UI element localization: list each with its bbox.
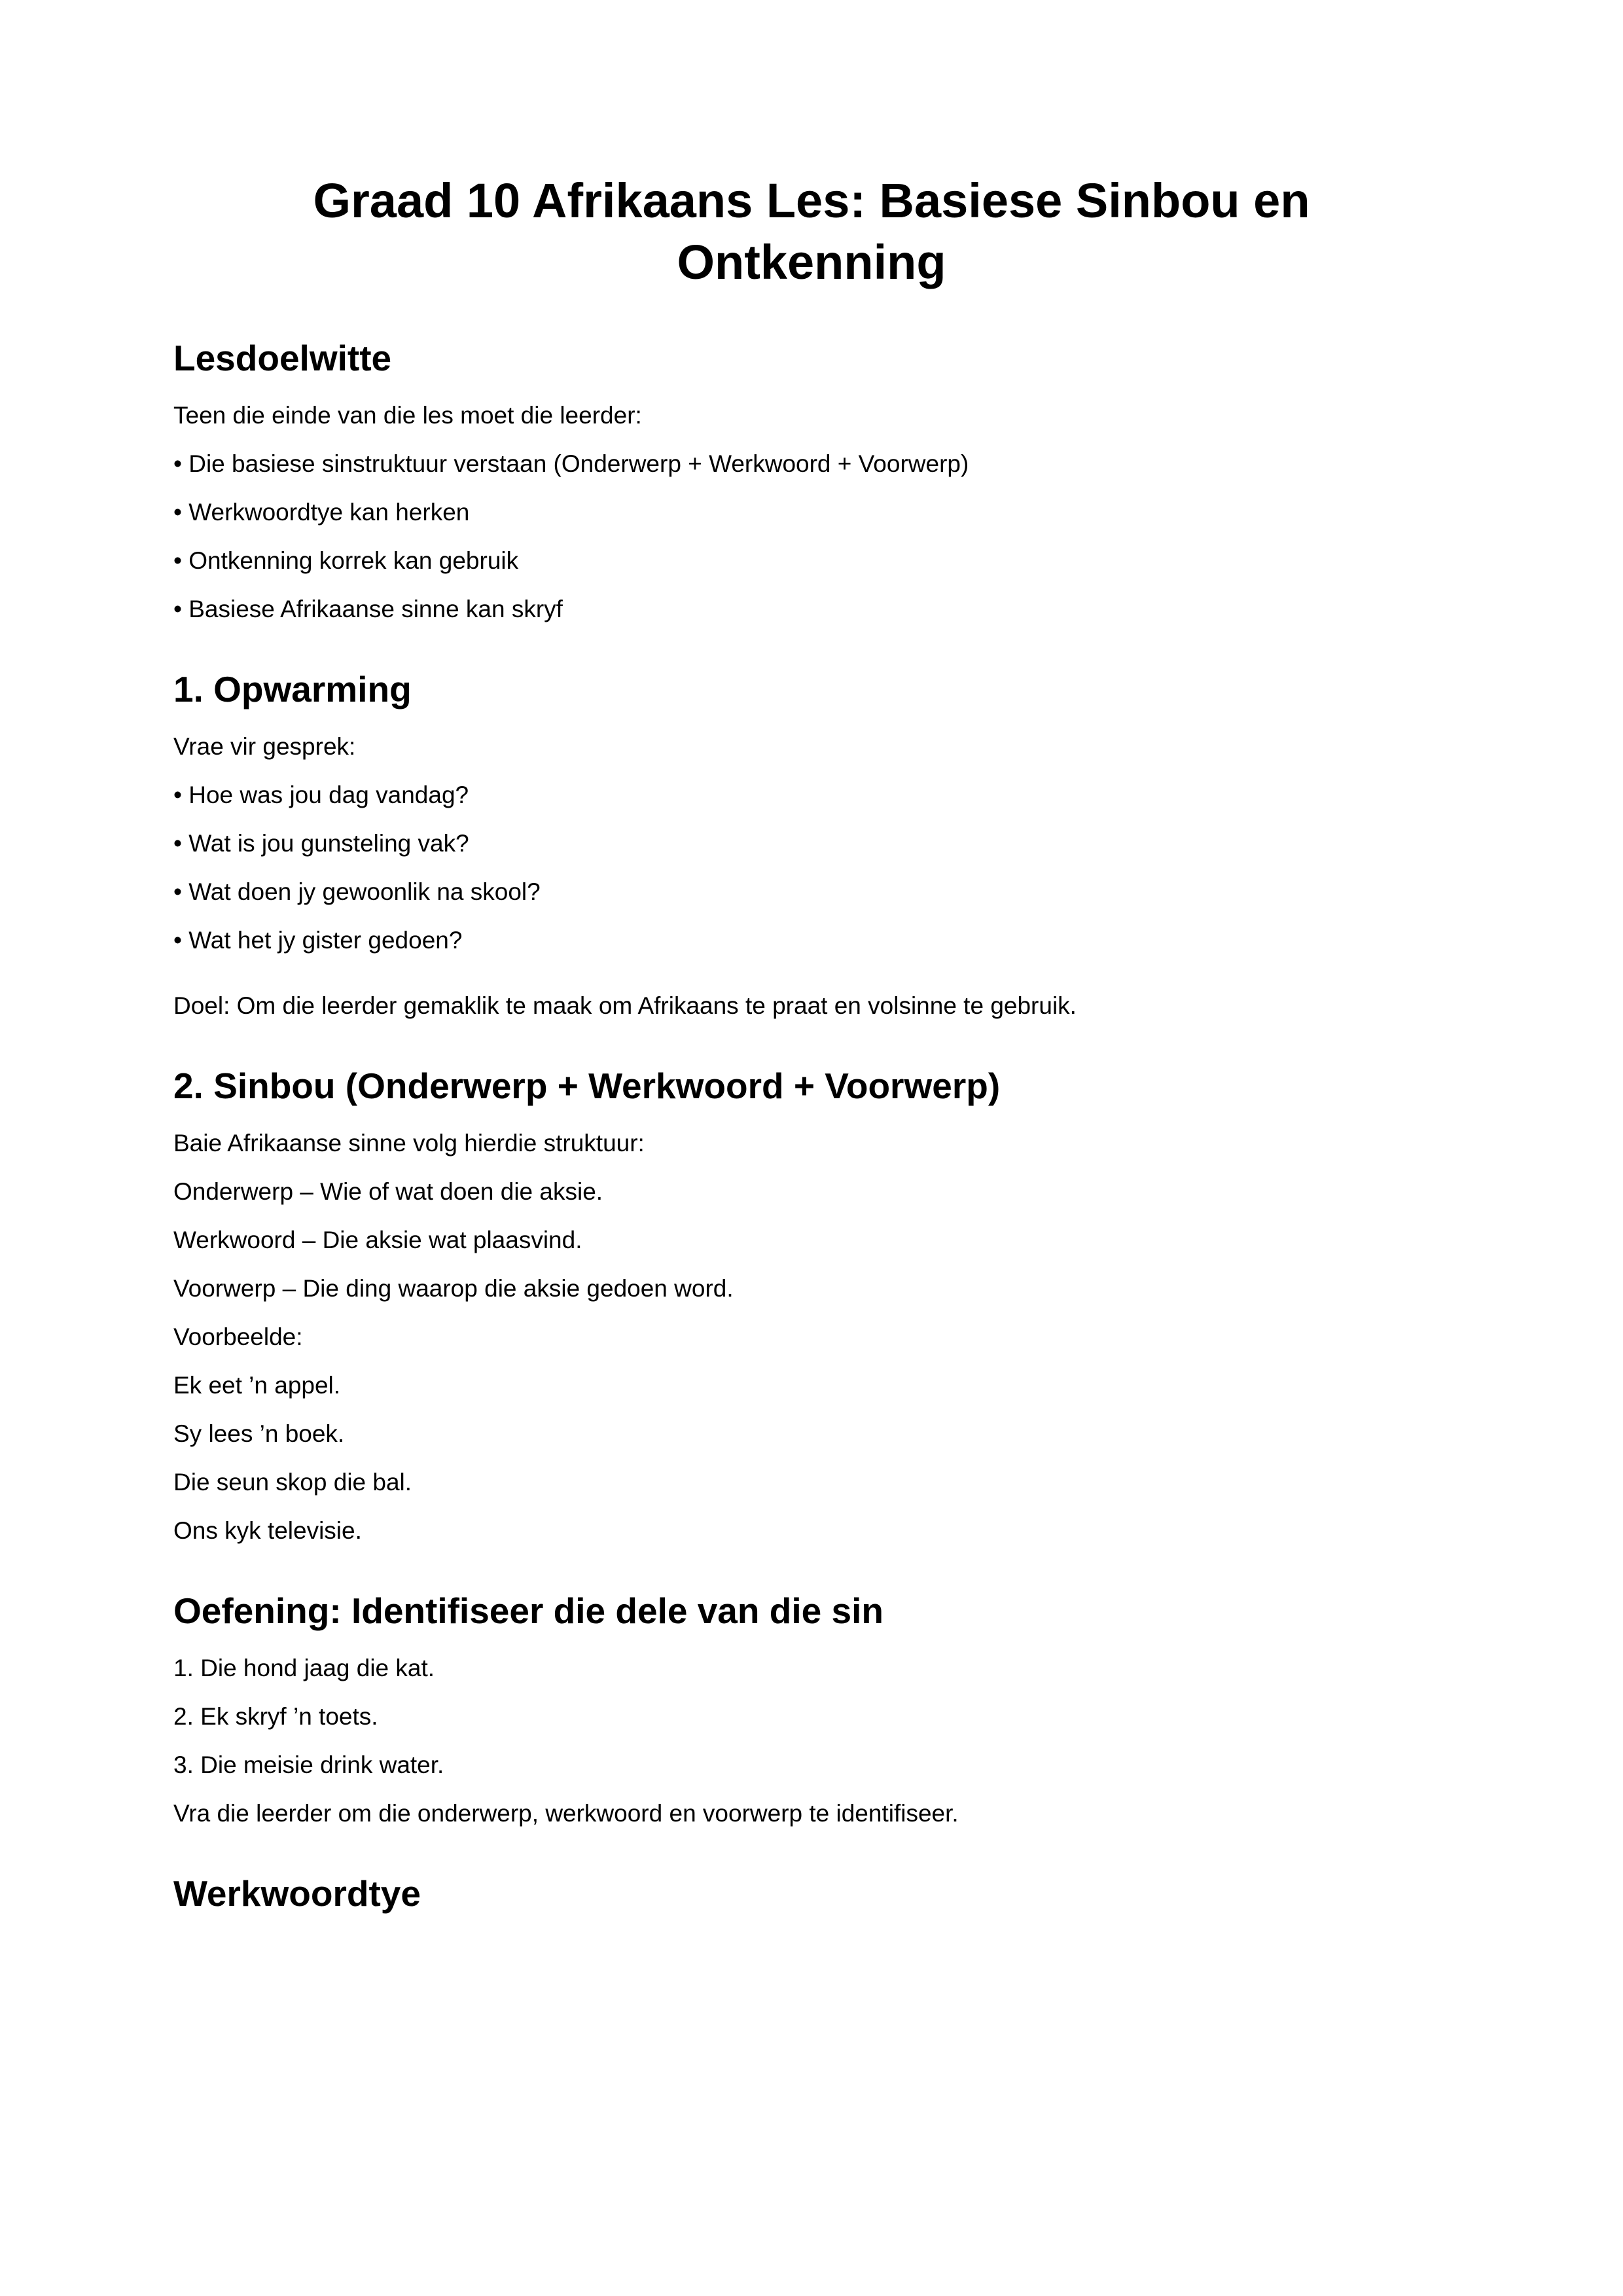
section-heading-lesdoelwitte: Lesdoelwitte xyxy=(173,338,392,378)
page-title-line-1: Graad 10 Afrikaans Les: Basiese Sinbou en xyxy=(313,173,1310,228)
paragraph-instruction: Vra die leerder om die onderwerp, werkwoord en voorwerp te identifiseer. xyxy=(173,1800,959,1827)
numbered-item: 3. Die meisie drink water. xyxy=(173,1751,444,1778)
numbered-item: 2. Ek skryf ’n toets. xyxy=(173,1703,378,1730)
paragraph-voorbeelde-label: Voorbeelde: xyxy=(173,1323,303,1350)
definition-voorwerp: Voorwerp – Die ding waarop die aksie gedoen word. xyxy=(173,1275,734,1302)
paragraph-intro: Vrae vir gesprek: xyxy=(173,733,356,760)
page-title-line-2: Ontkenning xyxy=(677,235,946,289)
paragraph-doel: Doel: Om die leerder gemaklik te maak om Afrikaans te praat en volsinne te gebruik. xyxy=(173,992,1077,1019)
section-lesdoelwitte xyxy=(173,336,1450,624)
bullet-item: • Hoe was jou dag vandag? xyxy=(173,781,469,808)
example-sentence: Die seun skop die bal. xyxy=(173,1469,412,1496)
numbered-item: 1. Die hond jaag die kat. xyxy=(173,1655,435,1681)
bullet-item: • Werkwoordtye kan herken xyxy=(173,499,470,526)
section-opwarming xyxy=(173,668,1450,1021)
bullet-item: • Wat is jou gunsteling vak? xyxy=(173,830,469,857)
example-sentence: Sy lees ’n boek. xyxy=(173,1420,345,1447)
bullet-item: • Ontkenning korrek kan gebruik xyxy=(173,547,519,574)
example-sentence: Ek eet ’n appel. xyxy=(173,1372,341,1399)
bullet-item: • Basiese Afrikaanse sinne kan skryf xyxy=(173,596,563,622)
bullet-item: • Wat het jy gister gedoen? xyxy=(173,927,463,954)
section-oefening xyxy=(173,1589,1450,1829)
section-heading-oefening: Oefening: Identifiseer die dele van die sin xyxy=(173,1590,883,1631)
definition-onderwerp: Onderwerp – Wie of wat doen die aksie. xyxy=(173,1178,603,1205)
section-sinbou xyxy=(173,1064,1450,1546)
definition-werkwoord: Werkwoord – Die aksie wat plaasvind. xyxy=(173,1227,582,1253)
bullet-item: • Die basiese sinstruktuur verstaan (Onderwerp + Werkwoord + Voorwerp) xyxy=(173,450,969,477)
section-heading-sinbou: 2. Sinbou (Onderwerp + Werkwoord + Voorwerp) xyxy=(173,1066,1001,1106)
section-heading-werkwoordtye: Werkwoordtye xyxy=(173,1873,421,1914)
paragraph-intro: Teen die einde van die les moet die leerder: xyxy=(173,402,642,429)
page-title xyxy=(173,170,1450,293)
section-heading-opwarming: 1. Opwarming xyxy=(173,669,412,709)
bullet-item: • Wat doen jy gewoonlik na skool? xyxy=(173,878,541,905)
paragraph-intro: Baie Afrikaanse sinne volg hierdie struktuur: xyxy=(173,1130,645,1157)
example-sentence: Ons kyk televisie. xyxy=(173,1517,362,1544)
section-werkwoordtye xyxy=(173,1872,1450,1915)
